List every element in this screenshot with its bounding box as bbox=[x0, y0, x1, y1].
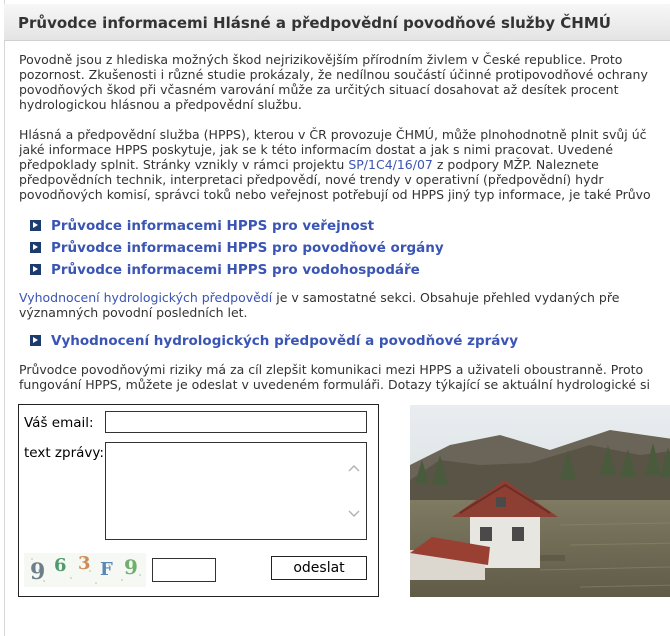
hpps-line: povodňových komisí, správci toků nebo veřejnost potřebují od HPPS jiný typ informace, je také Průvo bbox=[19, 187, 651, 202]
intro-line: pozornost. Zkušenosti i různé studie prokázaly, že nedílnou součástí účinné protipovodňové ochrany bbox=[19, 67, 648, 82]
arrow-bullet-icon bbox=[30, 335, 41, 346]
intro-line: hydrologickou hlásnou a předpovědní službu. bbox=[19, 97, 302, 112]
intro-paragraph bbox=[19, 52, 648, 112]
guide-links bbox=[51, 218, 444, 284]
submit-button[interactable]: odeslat bbox=[271, 556, 367, 580]
feedback-line: fungování HPPS, můžete je odeslat v uvedeném formuláři. Dotazy týkající se aktuální hydrologické si bbox=[19, 377, 650, 392]
feedback-paragraph bbox=[19, 362, 650, 392]
arrow-bullet-icon bbox=[30, 242, 41, 253]
captcha-input[interactable] bbox=[152, 558, 216, 582]
arrow-bullet-icon bbox=[30, 220, 41, 231]
hpps-text: předpoklady splnit. Stránky vznikly v rámci projektu bbox=[19, 157, 349, 172]
evaluation-link-item bbox=[51, 333, 518, 355]
evaluation-line bbox=[19, 290, 619, 305]
email-input[interactable] bbox=[105, 411, 367, 433]
message-label: text zprávy: bbox=[24, 445, 104, 461]
project-link[interactable]: SP/1C4/16/07 bbox=[348, 157, 433, 172]
hpps-line: Hlásná a předpovědní služba (HPPS), kterou v ČR provozuje ČHMÚ, může plnohodnotně plnit svůj úč bbox=[19, 127, 647, 142]
evaluation-links bbox=[51, 333, 518, 355]
captcha-char: 9 bbox=[124, 555, 138, 579]
evaluation-link[interactable]: Vyhodnocení hydrologických předpovědí bbox=[19, 290, 273, 305]
evaluation-paragraph bbox=[19, 290, 619, 320]
evaluation-line: významných povodní posledních let. bbox=[19, 305, 248, 320]
arrow-bullet-icon bbox=[30, 264, 41, 275]
flood-house-image bbox=[410, 405, 670, 597]
evaluation-section-link[interactable]: Vyhodnocení hydrologických předpovědí a povodňové zprávy bbox=[51, 333, 519, 349]
message-textarea[interactable] bbox=[105, 442, 367, 540]
page-header bbox=[4, 4, 670, 41]
guide-link-item bbox=[51, 262, 444, 284]
hpps-text: z podpory MŽP. Naleznete bbox=[432, 157, 599, 172]
page-title: Průvodce informacemi Hlásné a předpovědní povodňové služby ČHMÚ bbox=[18, 14, 611, 32]
scroll-down-icon[interactable] bbox=[348, 509, 360, 519]
hpps-line bbox=[19, 157, 651, 172]
captcha-char: 9 bbox=[30, 559, 46, 585]
hpps-line: předpovědních technik, interpretaci předpovědí, nové trendy v operativní (předpovědní) hydr bbox=[19, 172, 604, 187]
intro-line: povodňových škod při včasném varování může za určitých situací dosahovat až desítek procent bbox=[19, 82, 619, 97]
email-label: Váš email: bbox=[24, 415, 94, 431]
hpps-line: jaké informace HPPS poskytuje, jak se k této informacím dostat a jak s nimi pracovat. Uvedené bbox=[19, 142, 614, 157]
guide-link-item bbox=[51, 240, 444, 262]
feedback-form bbox=[18, 404, 379, 597]
feedback-line: Průvodce povodňovými riziky má za cíl zlepšit komunikaci mezi HPPS a uživateli oboustranně. Proto bbox=[19, 362, 644, 377]
captcha-char: 3 bbox=[78, 553, 91, 574]
guide-link-public[interactable]: Průvodce informacemi HPPS pro veřejnost bbox=[51, 218, 375, 234]
guide-link-item bbox=[51, 218, 444, 240]
captcha-image bbox=[24, 553, 146, 587]
captcha-char: F bbox=[100, 559, 113, 580]
guide-link-flood-authorities[interactable]: Průvodce informacemi HPPS pro povodňové orgány bbox=[51, 240, 444, 256]
captcha-char: 6 bbox=[54, 555, 67, 576]
guide-link-water-managers[interactable]: Průvodce informacemi HPPS pro vodohospodáře bbox=[51, 262, 420, 278]
evaluation-text: je v samostatné sekci. Obsahuje přehled vydaných pře bbox=[272, 290, 620, 305]
flood-photo bbox=[410, 405, 670, 597]
intro-line: Povodně jsou z hlediska možných škod nejrizikovějším přírodním živlem v České republice. Proto bbox=[19, 52, 623, 67]
hpps-paragraph bbox=[19, 127, 651, 202]
scroll-up-icon[interactable] bbox=[348, 463, 360, 473]
